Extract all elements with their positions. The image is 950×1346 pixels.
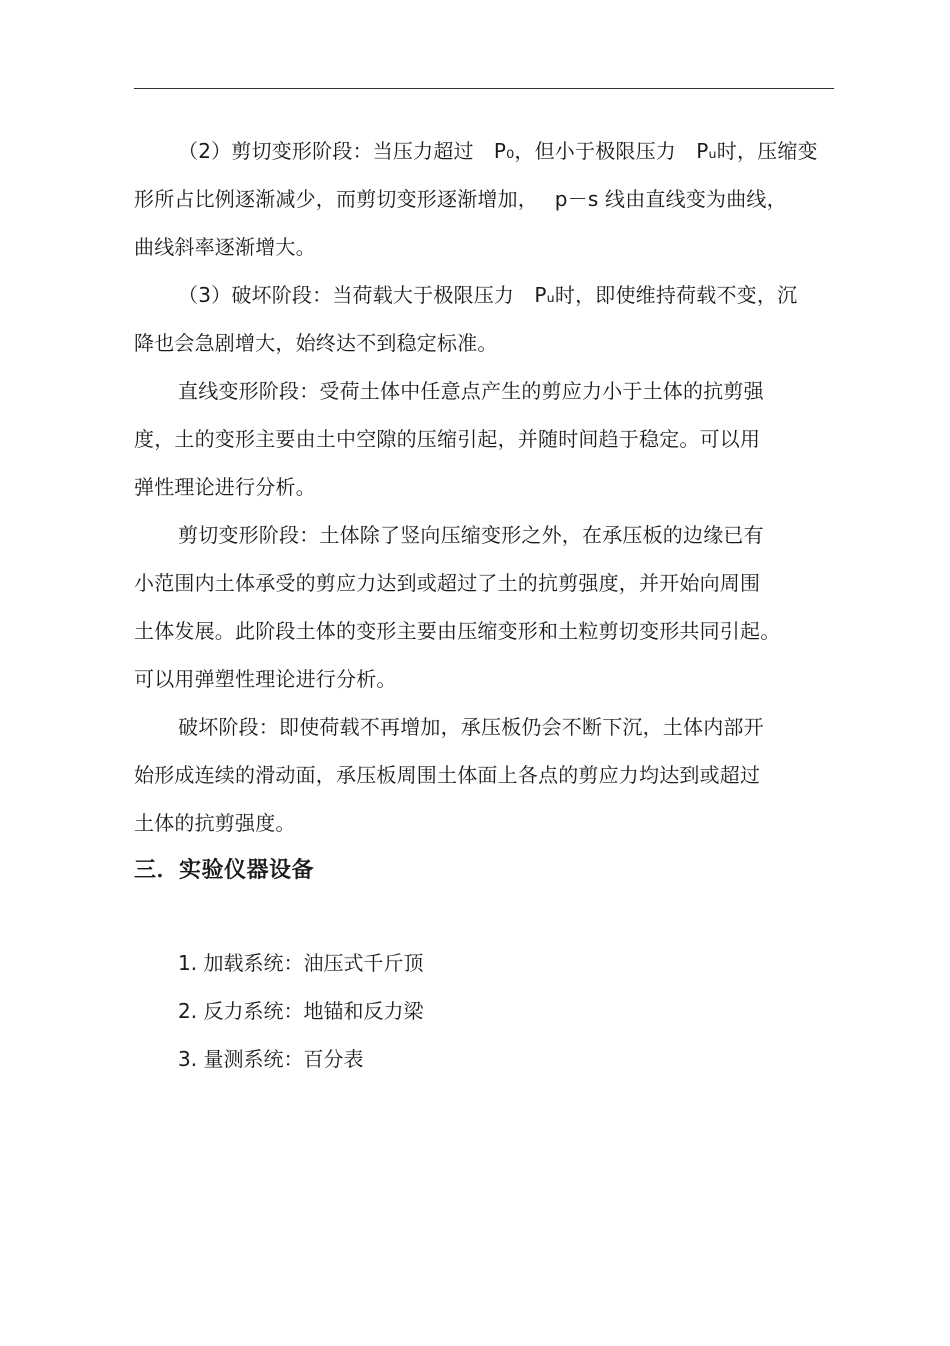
paragraph-shear-stage (134, 127, 834, 271)
paragraph-line: 可以用弹塑性理论进行分析。 (134, 667, 397, 691)
paragraph-line: 破坏阶段：即使荷载不再增加，承压板仍会不断下沉，土体内部开 (178, 715, 764, 739)
list-item: 3. 量测系统：百分表 (178, 1047, 364, 1071)
section-heading: 三．实验仪器设备 (134, 858, 315, 883)
paragraph-line: 弹性理论进行分析。 (134, 475, 316, 499)
paragraph-line: 度，土的变形主要由土中空隙的压缩引起，并随时间趋于稳定。可以用 (134, 427, 761, 451)
paragraph-linear-deformation (134, 367, 834, 511)
paragraph-line: （3）破坏阶段：当荷载大于极限压力 Pᵤ时，即使维持荷载不变，沉 (178, 283, 798, 307)
list-item: 2. 反力系统：地锚和反力梁 (178, 999, 424, 1023)
paragraph-line: 形所占比例逐渐减少，而剪切变形逐渐增加， p－s 线由直线变为曲线， (134, 187, 787, 211)
paragraph-line: 始形成连续的滑动面，承压板周围土体面上各点的剪应力均达到或超过 (134, 763, 761, 787)
header-rule (134, 88, 834, 89)
list-item: 1. 加载系统：油压式千斤顶 (178, 951, 424, 975)
paragraph-line: 降也会急剧增大，始终达不到稳定标准。 (134, 331, 498, 355)
page-content (134, 127, 834, 1083)
paragraph-line: 土体的抗剪强度。 (134, 811, 296, 835)
paragraph-line: 土体发展。此阶段土体的变形主要由压缩变形和土粒剪切变形共同引起。 (134, 619, 781, 643)
paragraph-line: 小范围内土体承受的剪应力达到或超过了土的抗剪强度，并开始向周围 (134, 571, 761, 595)
paragraph-line: 直线变形阶段：受荷土体中任意点产生的剪应力小于土体的抗剪强 (178, 379, 764, 403)
paragraph-line: 曲线斜率逐渐增大。 (134, 235, 316, 259)
paragraph-failure-description (134, 703, 834, 847)
paragraph-line: 剪切变形阶段：土体除了竖向压缩变形之外，在承压板的边缘已有 (178, 523, 764, 547)
paragraph-shear-deformation (134, 511, 834, 703)
paragraph-line: （2）剪切变形阶段：当压力超过 P₀，但小于极限压力 Pᵤ时，压缩变 (178, 139, 818, 163)
equipment-list (134, 939, 834, 1083)
paragraph-failure-stage (134, 271, 834, 367)
